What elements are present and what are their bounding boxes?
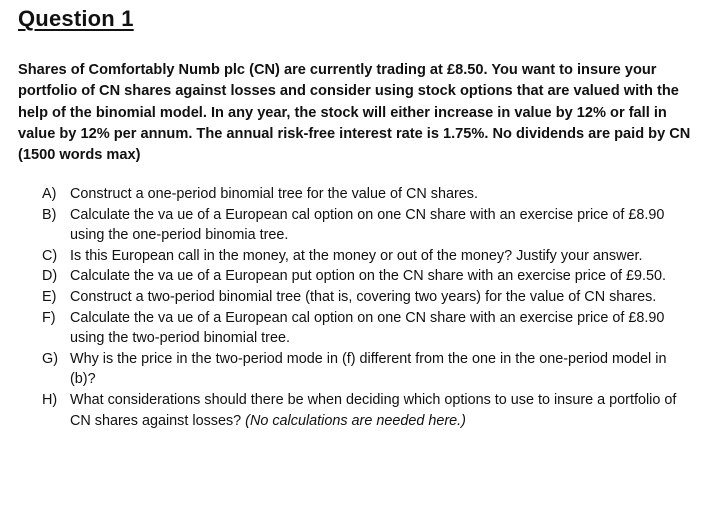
sub-question-letter: C) [42,247,58,264]
sub-question-b [42,205,692,246]
sub-question-letter: E) [42,288,57,305]
question-intro: Shares of Comfortably Numb plc (CN) are currently trading at £8.50. You want to insure your portfolio of CN shares against losses and consider using stock options that are valued with the help of the binomial model. In any year, the stock will either increase in value by 12% or fall in value by 12% per annum. The annual risk-free interest rate is 1.75%. No dividends are paid by CN (1500 words max) [18,62,691,164]
sub-question-letter: G) [42,350,58,367]
sub-question-text: Calculate the va ue of a European cal option on one CN share with an exercise price of £8.90 using the one-period binomia tree. [70,206,665,244]
sub-question-h [42,390,692,431]
sub-question-text: Calculate the va ue of a European cal option on one CN share with an exercise price of £8.90 using the two-period binomial tree. [70,309,665,347]
question-title: Question 1 [18,6,134,31]
sub-question-letter: F) [42,309,56,326]
sub-question-text: Calculate the va ue of a European put option on the CN share with an exercise price of £9.50. [70,268,666,285]
sub-question-letter: D) [42,268,58,285]
sub-question-letter: H) [42,391,58,408]
sub-question-f [42,308,692,349]
sub-question-text [70,392,676,429]
sub-question-text: Is this European call in the money, at the money or out of the money? Justify your answer. [70,247,643,264]
sub-question-d [42,266,692,287]
sub-question-list [42,184,692,431]
sub-question-letter: B) [42,206,57,223]
sub-question-body: What considerations should there be when deciding which options to use to insure a portfolio of CN shares against losses? [70,391,677,429]
sub-question-text: Why is the price in the two-period mode in (f) different from the one in the one-period model in (b)? [70,350,667,388]
sub-question-text: Construct a two-period binomial tree (that is, covering two years) for the value of CN shares. [70,288,657,305]
sub-question-note: (No calculations are needed here.) [245,412,466,429]
sub-question-letter: A) [42,186,57,202]
sub-question-e [42,287,692,308]
sub-question-a [42,184,692,205]
sub-question-text: Construct a one-period binomial tree for the value of CN shares. [70,186,478,202]
sub-question-c [42,246,692,267]
sub-question-g [42,349,692,390]
